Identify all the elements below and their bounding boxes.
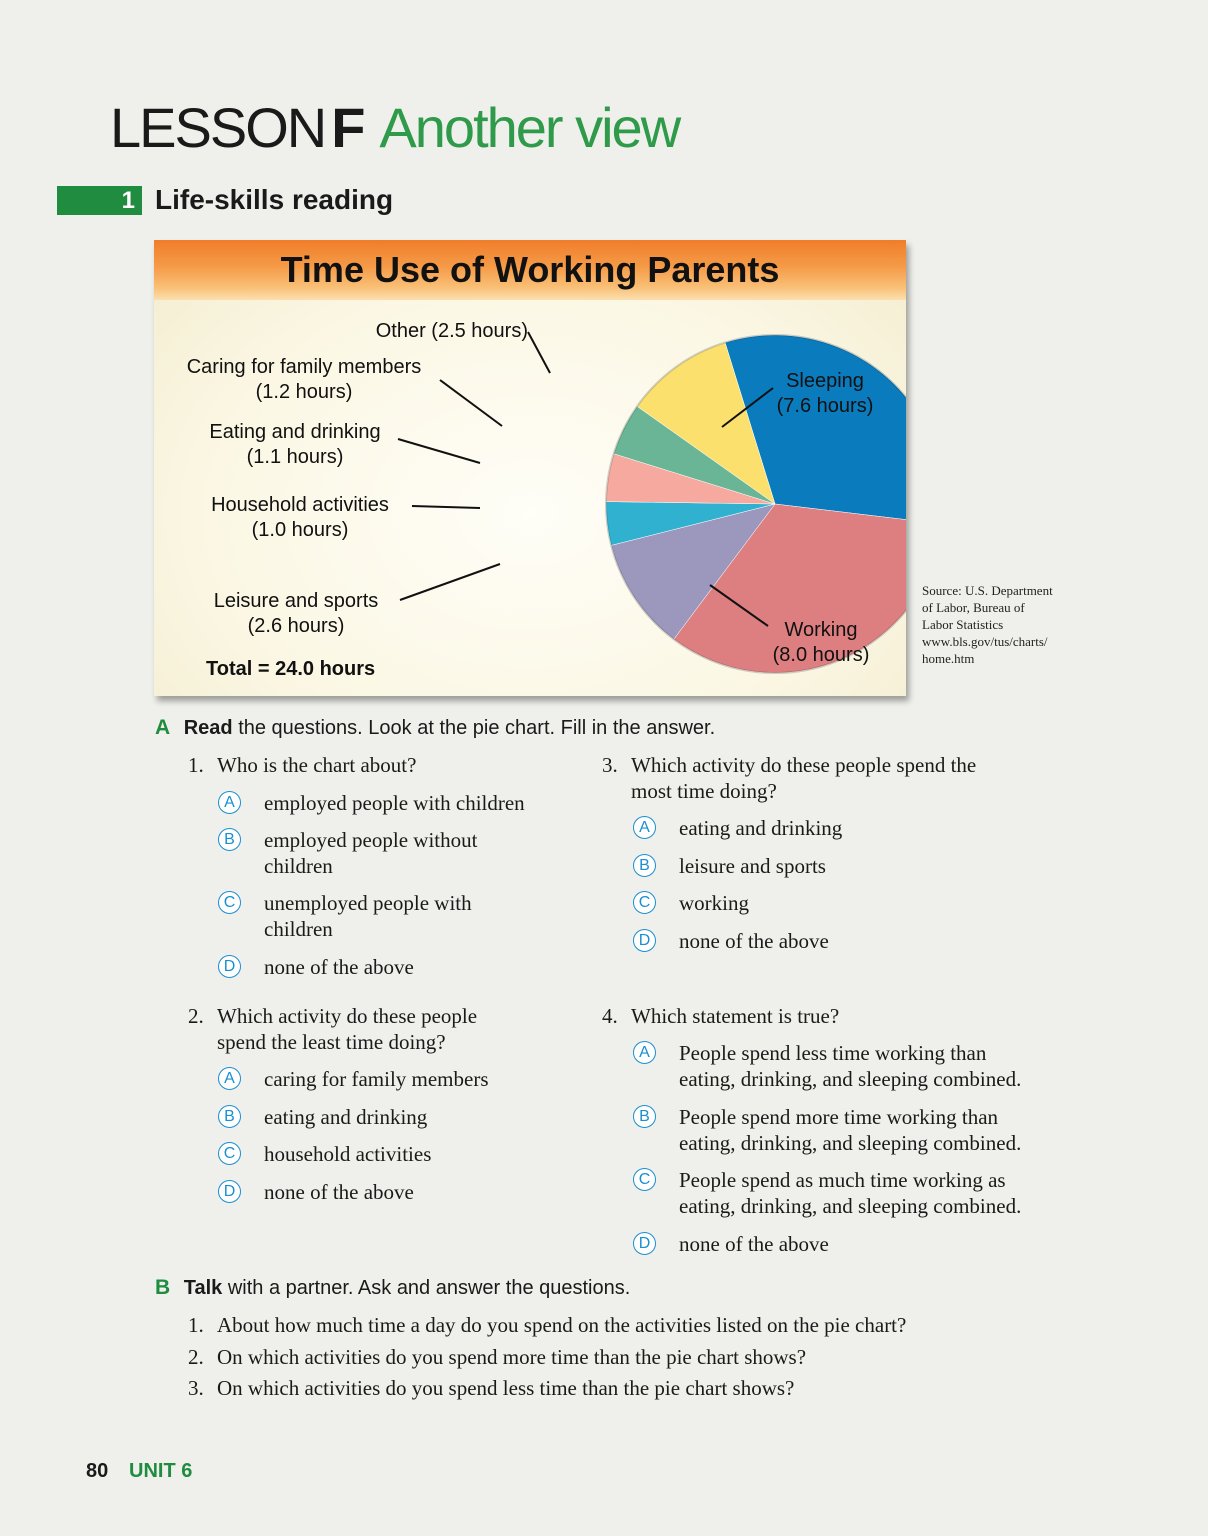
leader-line-other (528, 332, 550, 373)
source-line: Labor Statistics (922, 617, 1004, 632)
option-text: household activities (264, 1142, 432, 1166)
option-text: employed people without (264, 828, 478, 852)
option-text: eating, drinking, and sleeping combined. (679, 1067, 1022, 1091)
lesson-word: LESSON (110, 96, 326, 159)
answer-bubble-c[interactable]: C (218, 891, 241, 914)
label-leisure: Leisure and sports (213, 590, 379, 612)
section-title: Life-skills reading (155, 184, 394, 215)
option-text: none of the above (264, 1180, 414, 1204)
leader-line-leisure (400, 564, 500, 600)
source-note (922, 582, 1092, 667)
answer-bubble-c[interactable]: C (633, 1168, 656, 1191)
question-text: Who is the chart about? (217, 753, 417, 777)
answer-bubble-a[interactable]: A (218, 1067, 241, 1090)
question-number: 1. (188, 753, 204, 777)
question-number: 2. (188, 1004, 204, 1028)
answer-bubble-a[interactable]: A (218, 791, 241, 814)
question-number: 3. (188, 1376, 204, 1400)
question-text: spend the least time doing? (217, 1030, 446, 1054)
lesson-letter: F (331, 96, 364, 159)
option-text: eating and drinking (264, 1105, 428, 1129)
pie-chart-card (154, 240, 906, 696)
answer-bubble-d[interactable]: D (633, 929, 656, 952)
part-a-text: the questions. Look at the pie chart. Fill in the answer. (232, 717, 716, 739)
option-text: eating, drinking, and sleeping combined. (679, 1131, 1022, 1155)
option-text: working (679, 891, 749, 915)
question-text: most time doing? (631, 779, 777, 803)
option-text: People spend as much time working as (679, 1168, 1006, 1192)
answer-bubble-a[interactable]: A (633, 816, 656, 839)
answer-bubble-c[interactable]: C (633, 891, 656, 914)
question-text: About how much time a day do you spend on the activities listed on the pie chart? (217, 1313, 907, 1337)
part-a-instruction (155, 715, 715, 741)
answer-bubble-d[interactable]: D (218, 955, 241, 978)
label-household: Household activities (211, 494, 389, 516)
pie-chart (154, 240, 906, 696)
option-text: leisure and sports (679, 854, 826, 878)
answer-bubble-b[interactable]: B (633, 854, 656, 877)
part-b-letter: B (155, 1276, 171, 1299)
question-number: 3. (602, 753, 618, 777)
question-number: 4. (602, 1004, 618, 1028)
part-a-letter: A (155, 716, 171, 739)
answer-bubble-c[interactable]: C (218, 1142, 241, 1165)
unit-label: UNIT 6 (129, 1460, 193, 1482)
chart-total: Total = 24.0 hours (206, 658, 376, 680)
option-text: none of the above (679, 1232, 829, 1256)
label-sleeping: Sleeping (786, 370, 864, 392)
option-text: People spend more time working than (679, 1105, 999, 1129)
page-number: 80 (86, 1460, 109, 1482)
lesson-title (110, 96, 679, 160)
option-text: caring for family members (264, 1067, 489, 1091)
question-text: On which activities do you spend more time than the pie chart shows? (217, 1345, 807, 1369)
answer-bubble-d[interactable]: D (218, 1180, 241, 1203)
answer-bubble-a[interactable]: A (633, 1041, 656, 1064)
lesson-name: Another view (379, 96, 680, 159)
question-text: Which activity do these people spend the (631, 753, 977, 777)
option-text: children (264, 917, 333, 941)
leader-line-household (412, 506, 480, 508)
question-text: Which statement is true? (631, 1004, 840, 1028)
answer-bubble-d[interactable]: D (633, 1232, 656, 1255)
option-text: children (264, 854, 333, 878)
label-sleeping-value: (7.6 hours) (776, 395, 874, 417)
option-text: eating and drinking (679, 816, 843, 840)
label-eating-value: (1.1 hours) (246, 446, 344, 468)
label-working: Working (784, 619, 858, 641)
part-a-verb: Read (183, 717, 233, 739)
leader-line-caring (440, 380, 502, 426)
source-line: www.bls.gov/tus/charts/ (922, 634, 1048, 649)
label-eating: Eating and drinking (209, 421, 381, 443)
label-caring-value: (1.2 hours) (255, 381, 353, 403)
option-text: none of the above (264, 955, 414, 979)
answer-bubble-b[interactable]: B (633, 1105, 656, 1128)
question-text: Which activity do these people (217, 1004, 478, 1028)
option-text: eating, drinking, and sleeping combined. (679, 1194, 1022, 1218)
source-line: home.htm (922, 651, 975, 666)
option-text: People spend less time working than (679, 1041, 987, 1065)
answer-bubble-b[interactable]: B (218, 1105, 241, 1128)
label-leisure-value: (2.6 hours) (247, 615, 345, 637)
question-number: 1. (188, 1313, 204, 1337)
chart-title: Time Use of Working Parents (280, 249, 780, 290)
part-b-text: with a partner. Ask and answer the questions. (222, 1277, 631, 1299)
question-text: On which activities do you spend less time than the pie chart shows? (217, 1376, 795, 1400)
option-text: employed people with children (264, 791, 525, 815)
source-line: of Labor, Bureau of (922, 600, 1025, 615)
label-other: Other (2.5 hours) (375, 320, 528, 342)
option-text: unemployed people with (264, 891, 472, 915)
label-caring: Caring for family members (186, 356, 422, 378)
part-b-instruction (155, 1275, 630, 1301)
leader-line-eating (398, 439, 480, 463)
source-line: Source: U.S. Department (922, 583, 1053, 598)
section-number: 1 (121, 187, 135, 214)
label-household-value: (1.0 hours) (251, 519, 349, 541)
question-number: 2. (188, 1345, 204, 1369)
option-text: none of the above (679, 929, 829, 953)
answer-bubble-b[interactable]: B (218, 828, 241, 851)
part-b-verb: Talk (183, 1277, 223, 1299)
label-working-value: (8.0 hours) (772, 644, 870, 666)
